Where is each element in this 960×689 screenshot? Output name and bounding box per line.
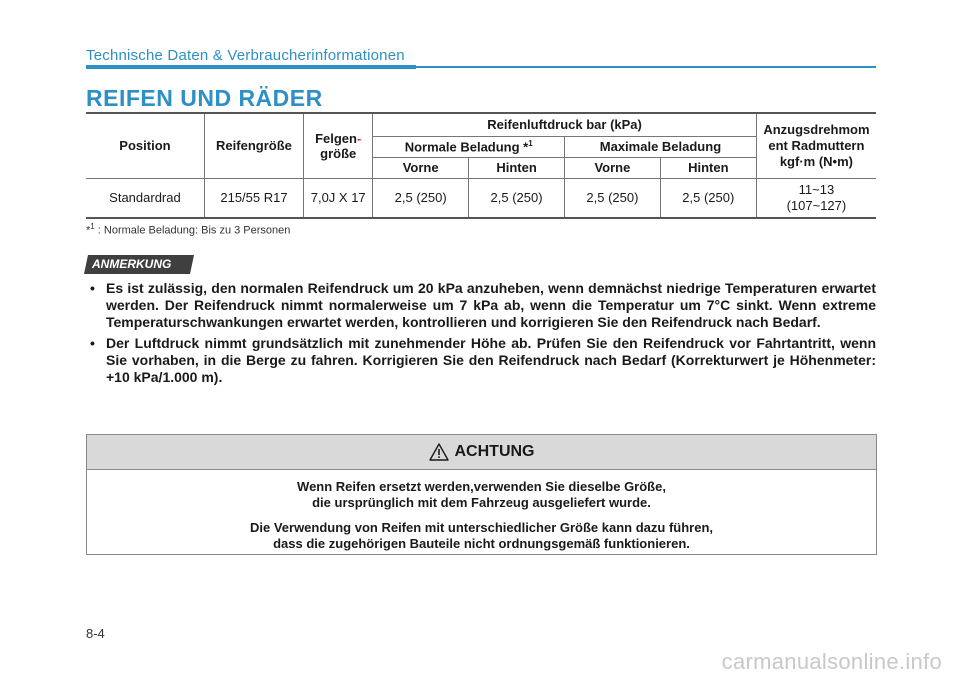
- rim-size-label-b: größe: [320, 145, 357, 161]
- list-item: • Der Luftdruck nimmt grundsätzlich mit zunehmender Höhe ab. Prüfen Sie den Reifendruck vor Fahrtantritt, wenn Sie vorhaben, in die Berge zu fahren. Korrigieren Sie den Reifendruck nach Bedarf (Korrekturwert je Höhenmeter: +10 kPa/1.000 m).: [86, 335, 876, 386]
- col-normal-rear: Hinten: [469, 157, 565, 178]
- cell-rim-size: 7,0J X 17: [304, 178, 373, 218]
- cell-torque: [756, 178, 876, 218]
- col-torque: [756, 113, 876, 178]
- section-title: REIFEN UND RÄDER: [86, 85, 323, 111]
- warning-line: Die Verwendung von Reifen mit unterschiedlicher Größe kann dazu führen,: [249, 520, 714, 535]
- note-list: [86, 280, 876, 390]
- header-rule-accent: [86, 65, 416, 69]
- footnote-sup: 1: [90, 222, 95, 231]
- warning-body: [87, 470, 876, 552]
- header-title: Technische Daten & Verbraucherinformationen: [86, 47, 405, 64]
- warning-triangle-icon: [429, 443, 449, 461]
- col-position: Position: [86, 113, 204, 178]
- col-max-front: Vorne: [565, 157, 661, 178]
- col-max-load: Maximale Beladung: [565, 136, 757, 157]
- footnote-marker: *: [86, 224, 91, 237]
- cell-tire-size: 215/55 R17: [204, 178, 303, 218]
- col-normal-load: [373, 136, 565, 157]
- torque-label-3: kgf·m (N•m): [779, 153, 853, 169]
- cell-max-rear: 2,5 (250): [660, 178, 756, 218]
- torque-value-1: 11~13: [798, 181, 835, 197]
- cell-position: Standardrad: [86, 178, 204, 218]
- warning-title: ACHTUNG: [454, 443, 535, 460]
- footnote: [86, 222, 290, 237]
- rim-size-label-a: Felgen: [315, 130, 357, 146]
- col-pressure: Reifenluftdruck bar (kPa): [373, 113, 757, 136]
- page-number: 8-4: [86, 626, 105, 641]
- tire-spec-table: [86, 112, 876, 219]
- cell-normal-front: 2,5 (250): [373, 178, 469, 218]
- warning-paragraph-1: [87, 479, 876, 511]
- col-normal-front: Vorne: [373, 157, 469, 178]
- warning-box: [86, 434, 877, 555]
- watermark: carmanualsonline.info: [721, 649, 942, 674]
- warning-line: Wenn Reifen ersetzt werden,verwenden Sie dieselbe Größe,: [297, 479, 666, 494]
- footnote-text: : Normale Beladung: Bis zu 3 Personen: [94, 224, 291, 237]
- normal-load-label: Normale Beladung *: [404, 139, 529, 155]
- torque-value-2: (107~127): [786, 197, 847, 213]
- warning-line: die ursprünglich mit dem Fahrzeug ausgeliefert wurde.: [312, 495, 651, 510]
- warning-paragraph-2: [87, 520, 876, 552]
- torque-label-1: Anzugsdrehmom: [763, 121, 870, 137]
- warning-line: dass die zugehörigen Bauteile nicht ordnungsgemäß funktionieren.: [273, 536, 690, 551]
- torque-label-2: ent Radmuttern: [768, 137, 865, 153]
- cell-normal-rear: 2,5 (250): [469, 178, 565, 218]
- col-rim-size: [304, 113, 373, 178]
- normal-load-sup: 1: [528, 138, 533, 148]
- cell-max-front: 2,5 (250): [565, 178, 661, 218]
- col-tire-size: Reifengröße: [204, 113, 303, 178]
- note-label: ANMERKUNG: [92, 257, 172, 271]
- col-max-rear: Hinten: [660, 157, 756, 178]
- note-badge: [84, 255, 194, 274]
- list-item: • Es ist zulässig, den normalen Reifendruck um 20 kPa anzuheben, wenn demnächst niedrige Temperaturen erwartet werden. Der Reifendruck nimmt normalerweise um 7 kPa ab, wenn die Temperatur um 7°C sinkt. Wenn extreme Temperaturschwankungen erwartet werden, kontrollieren und korrigieren Sie den Reifendruck nach Bedarf.: [86, 280, 876, 331]
- rim-size-hyphen: -: [356, 130, 362, 146]
- table-row: [86, 178, 876, 218]
- warning-header: [87, 435, 876, 470]
